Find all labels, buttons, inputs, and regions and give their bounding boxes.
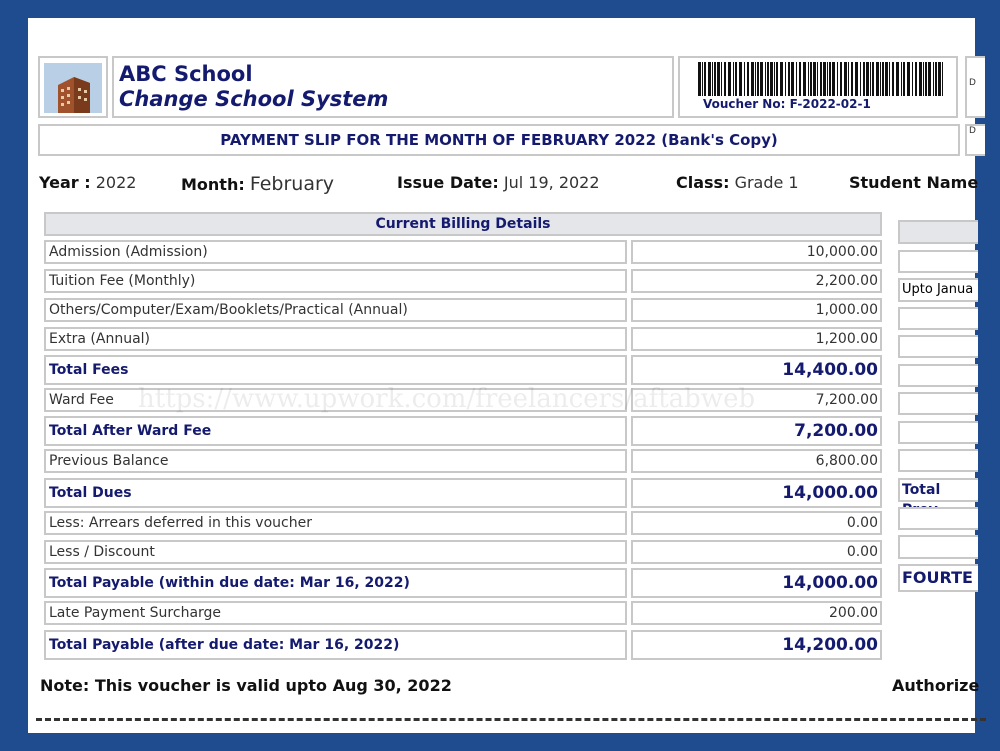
barcode-bar bbox=[901, 62, 902, 96]
barcode-bar bbox=[915, 62, 917, 96]
billing-row-amount: 14,000.00 bbox=[631, 568, 882, 598]
barcode-bar bbox=[903, 62, 905, 96]
barcode-bar bbox=[799, 62, 801, 96]
edge-box: D bbox=[965, 124, 985, 156]
barcode-bar bbox=[788, 62, 790, 96]
billing-row-label: Tuition Fee (Monthly) bbox=[44, 269, 627, 293]
barcode-bar bbox=[714, 62, 716, 96]
billing-header: Current Billing Details bbox=[44, 212, 882, 236]
barcode-bar bbox=[791, 62, 794, 96]
barcode-bar bbox=[820, 62, 822, 96]
barcode bbox=[698, 62, 946, 96]
billing-row-label: Previous Balance bbox=[44, 449, 627, 473]
month-field: Month: February bbox=[181, 173, 335, 195]
barcode-bar bbox=[827, 62, 828, 96]
billing-row-label: Total Dues bbox=[44, 478, 627, 508]
barcode-bar bbox=[755, 62, 756, 96]
barcode-bar bbox=[844, 62, 847, 96]
barcode-bar bbox=[796, 62, 797, 96]
billing-row-label: Total Payable (after due date: Mar 16, 2022) bbox=[44, 630, 627, 660]
billing-row-amount: 7,200.00 bbox=[631, 416, 882, 446]
school-title-box bbox=[112, 56, 674, 118]
barcode-bar bbox=[776, 62, 778, 96]
billing-row-label: Late Payment Surcharge bbox=[44, 601, 627, 625]
right-panel-header bbox=[898, 220, 978, 244]
barcode-bar bbox=[933, 62, 934, 96]
billing-row-amount: 200.00 bbox=[631, 601, 882, 625]
barcode-bar bbox=[912, 62, 913, 96]
barcode-bar bbox=[704, 62, 706, 96]
barcode-bar bbox=[739, 62, 742, 96]
billing-row-amount: 7,200.00 bbox=[631, 388, 882, 412]
barcode-bar bbox=[813, 62, 816, 96]
billing-row-amount: 6,800.00 bbox=[631, 449, 882, 473]
billing-row-label: Admission (Admission) bbox=[44, 240, 627, 264]
barcode-bar bbox=[907, 62, 910, 96]
cut-line bbox=[36, 718, 986, 721]
barcode-bar bbox=[823, 62, 826, 96]
barcode-bar bbox=[747, 62, 749, 96]
edge-box: D bbox=[965, 56, 985, 118]
barcode-bar bbox=[928, 62, 931, 96]
right-panel-cell bbox=[898, 307, 978, 330]
barcode-bar bbox=[851, 62, 853, 96]
barcode-bar bbox=[866, 62, 869, 96]
school-logo bbox=[38, 56, 108, 118]
billing-row-amount: 1,000.00 bbox=[631, 298, 882, 322]
right-panel-cell bbox=[898, 250, 978, 273]
barcode-bar bbox=[744, 62, 745, 96]
payment-slip bbox=[28, 18, 980, 733]
right-panel-cell bbox=[898, 335, 978, 358]
billing-row-amount: 1,200.00 bbox=[631, 327, 882, 351]
barcode-box bbox=[678, 56, 958, 118]
billing-row-label: Less / Discount bbox=[44, 540, 627, 564]
right-panel-total-prev: Total bbox=[898, 478, 978, 502]
school-name: ABC School bbox=[119, 62, 253, 86]
billing-row-label: Total Fees bbox=[44, 355, 627, 385]
barcode-bar bbox=[837, 62, 838, 96]
billing-row-amount: 14,200.00 bbox=[631, 630, 882, 660]
billing-row-label: Total Payable (within due date: Mar 16, 2022) bbox=[44, 568, 627, 598]
barcode-bar bbox=[860, 62, 861, 96]
barcode-bar bbox=[702, 62, 703, 96]
billing-row-label: Total After Ward Fee bbox=[44, 416, 627, 446]
billing-row-label: Extra (Annual) bbox=[44, 327, 627, 351]
slip-title: PAYMENT SLIP FOR THE MONTH OF FEBRUARY 2022 (Bank's Copy) bbox=[38, 124, 960, 156]
barcode-bar bbox=[923, 62, 924, 96]
barcode-bar bbox=[767, 62, 769, 96]
barcode-bar bbox=[872, 62, 874, 96]
barcode-bar bbox=[848, 62, 849, 96]
billing-row-label: Less: Arrears deferred in this voucher bbox=[44, 511, 627, 535]
billing-row-label: Others/Computer/Exam/Booklets/Practical (Annual) bbox=[44, 298, 627, 322]
right-panel-cell bbox=[898, 507, 978, 530]
right-panel-cell bbox=[898, 535, 978, 559]
class-field: Class: Grade 1 bbox=[676, 173, 799, 192]
barcode-bar bbox=[885, 62, 888, 96]
barcode-bar bbox=[863, 62, 865, 96]
right-panel-amount-words: FOURTE bbox=[898, 564, 978, 592]
barcode-bar bbox=[919, 62, 922, 96]
barcode-bar bbox=[712, 62, 713, 96]
barcode-bar bbox=[942, 62, 943, 96]
building-icon bbox=[44, 63, 102, 113]
barcode-bar bbox=[817, 62, 818, 96]
barcode-bar bbox=[774, 62, 775, 96]
right-panel-upto: Upto Janua bbox=[898, 278, 978, 302]
year-field: Year : 2022 bbox=[39, 173, 137, 192]
barcode-bar bbox=[728, 62, 731, 96]
barcode-bar bbox=[938, 62, 941, 96]
barcode-bar bbox=[751, 62, 754, 96]
barcode-bar bbox=[889, 62, 890, 96]
barcode-bar bbox=[698, 62, 701, 96]
validity-note: Note: This voucher is valid upto Aug 30, 2022 bbox=[40, 676, 452, 695]
barcode-bar bbox=[896, 62, 899, 96]
barcode-bar bbox=[870, 62, 871, 96]
barcode-bar bbox=[785, 62, 786, 96]
barcode-bar bbox=[880, 62, 881, 96]
barcode-bar bbox=[808, 62, 809, 96]
barcode-bar bbox=[832, 62, 835, 96]
barcode-bar bbox=[810, 62, 812, 96]
billing-row-amount: 14,000.00 bbox=[631, 478, 882, 508]
watermark: https://www.upwork.com/freelancers/aftabweb bbox=[138, 384, 756, 414]
billing-row-amount: 0.00 bbox=[631, 540, 882, 564]
barcode-bar bbox=[765, 62, 766, 96]
voucher-number: Voucher No: F-2022-02-1 bbox=[703, 97, 871, 111]
barcode-bar bbox=[760, 62, 763, 96]
barcode-bar bbox=[855, 62, 858, 96]
barcode-bar bbox=[882, 62, 884, 96]
barcode-bar bbox=[708, 62, 711, 96]
barcode-bar bbox=[925, 62, 927, 96]
right-panel-cell bbox=[898, 392, 978, 415]
student-name-field: Student Name bbox=[849, 173, 979, 192]
barcode-bar bbox=[724, 62, 726, 96]
barcode-bar bbox=[892, 62, 894, 96]
school-system: Change School System bbox=[119, 87, 389, 111]
barcode-bar bbox=[770, 62, 773, 96]
issue-date-field: Issue Date: Jul 19, 2022 bbox=[397, 173, 600, 192]
barcode-bar bbox=[935, 62, 937, 96]
barcode-bar bbox=[717, 62, 720, 96]
barcode-bar bbox=[840, 62, 842, 96]
barcode-bar bbox=[757, 62, 759, 96]
billing-row-amount: 14,400.00 bbox=[631, 355, 882, 385]
barcode-bar bbox=[803, 62, 806, 96]
billing-row-amount: 2,200.00 bbox=[631, 269, 882, 293]
barcode-bar bbox=[829, 62, 831, 96]
right-panel-cell bbox=[898, 421, 978, 444]
barcode-bar bbox=[721, 62, 722, 96]
barcode-bar bbox=[735, 62, 737, 96]
barcode-bar bbox=[876, 62, 879, 96]
billing-row-amount: 10,000.00 bbox=[631, 240, 882, 264]
barcode-bar bbox=[733, 62, 734, 96]
right-panel-cell bbox=[898, 449, 978, 472]
right-panel-cell bbox=[898, 364, 978, 387]
billing-row-amount: 0.00 bbox=[631, 511, 882, 535]
billing-row-label: Ward Fee bbox=[44, 388, 627, 412]
authorized-signature-label: Authorize bbox=[892, 676, 980, 695]
barcode-bar bbox=[780, 62, 783, 96]
